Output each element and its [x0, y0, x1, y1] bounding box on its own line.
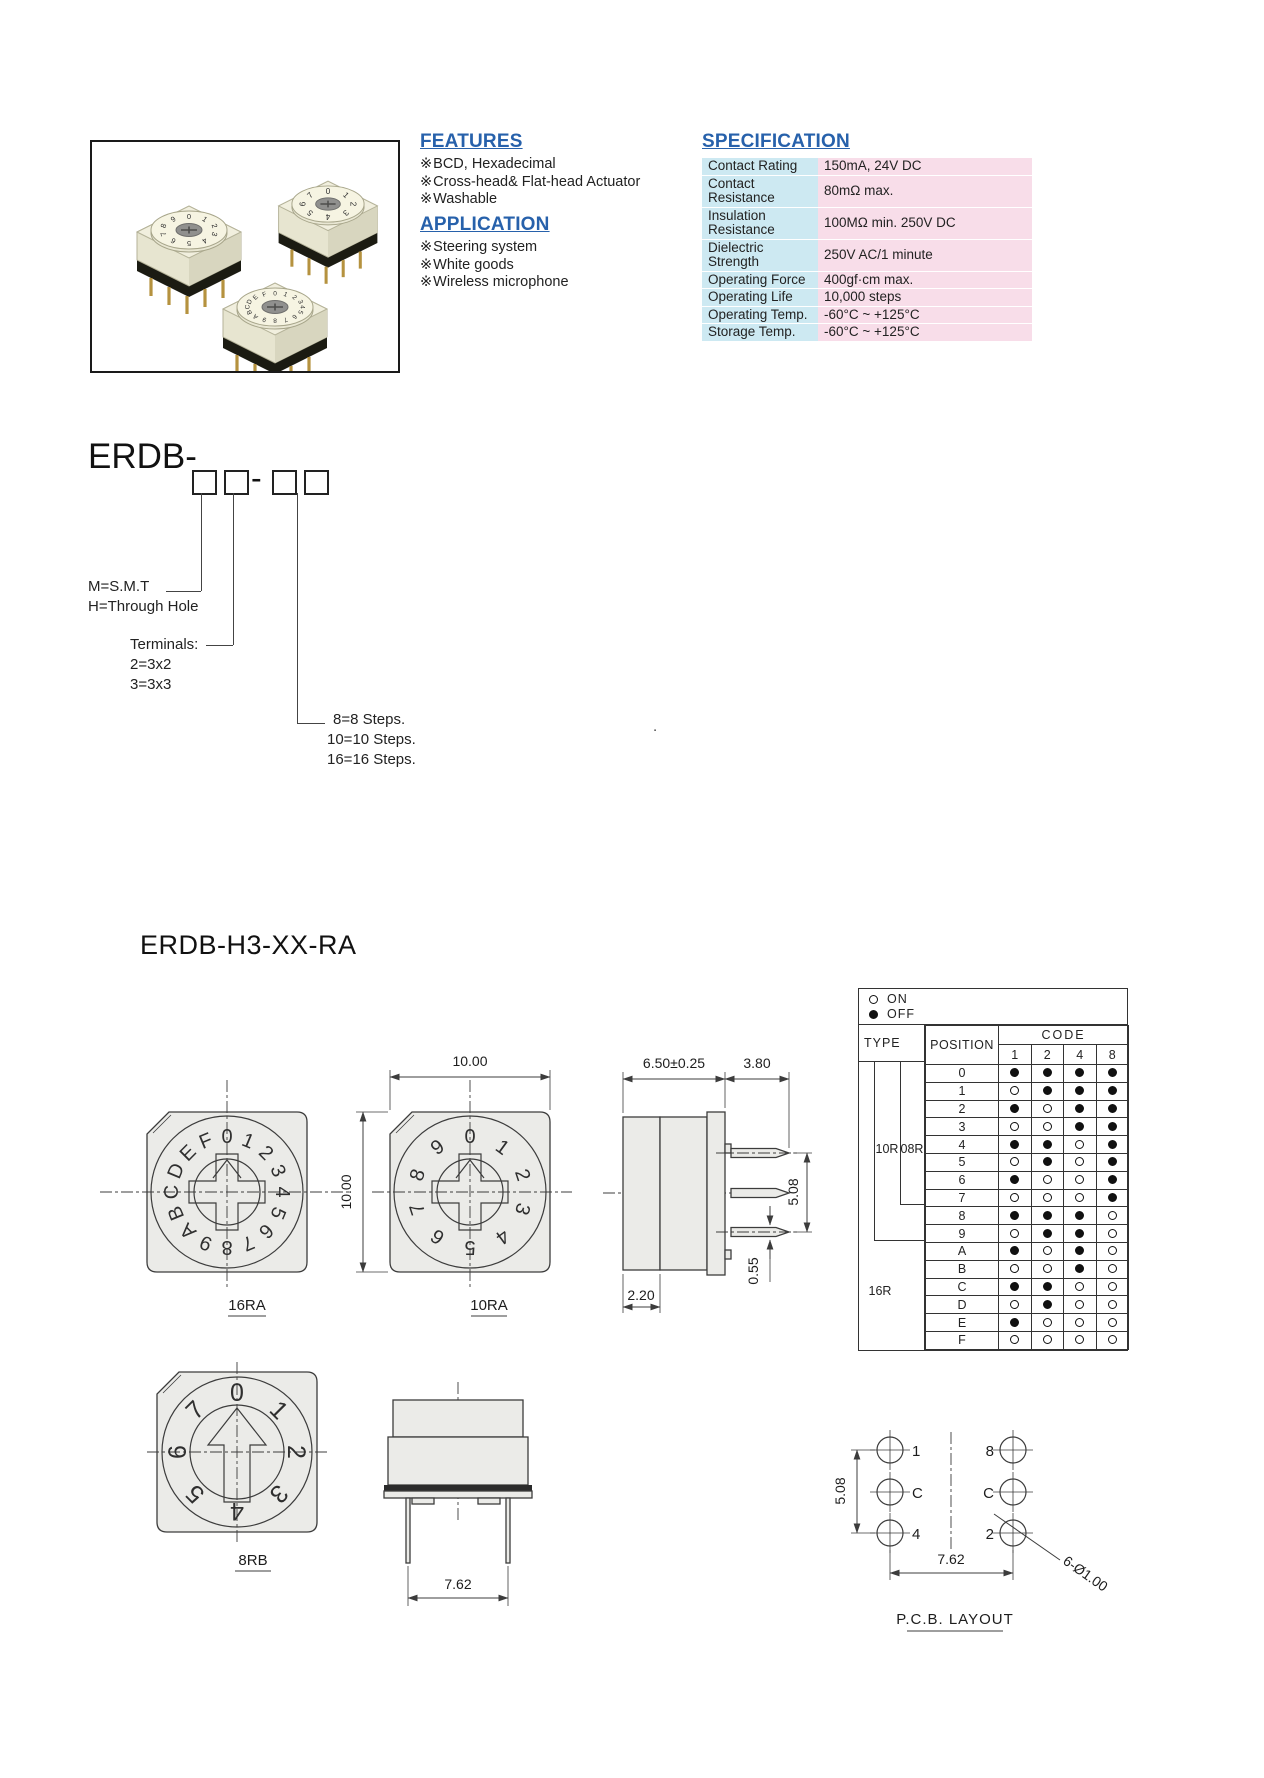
dim-hole-diameter: 6-Ø1.00: [1060, 1552, 1111, 1595]
dial-char: 1: [238, 1129, 258, 1154]
pad-label-4: 4: [912, 1526, 921, 1543]
dial-char: C: [244, 304, 252, 310]
photo-switch-8step: [279, 181, 378, 284]
dial-char: 1: [282, 290, 289, 299]
dial-char: 2: [209, 222, 220, 230]
position-cell: 6: [926, 1171, 999, 1189]
spec-row: Storage Temp. -60°C ~ +125°C: [702, 324, 1032, 341]
list-item: ※ Steering system: [420, 239, 538, 255]
position-cell: A: [926, 1242, 999, 1260]
dial-char: 1: [200, 214, 210, 225]
dial-char: 7: [158, 230, 169, 238]
photo-switch-10step: [137, 206, 241, 314]
position-cell: 5: [926, 1153, 999, 1171]
dial-char: 3: [265, 1161, 290, 1181]
dial-char: 1: [491, 1135, 514, 1160]
features-title: FEATURES: [420, 131, 523, 152]
mount-option-smt: M=S.M.T: [88, 578, 150, 595]
dial-char: 2: [282, 1445, 310, 1459]
drawing-pcb-layout: [832, 1430, 1111, 1631]
pcb-layout-title: P.C.B. LAYOUT: [896, 1611, 1014, 1628]
dial-char: 7: [305, 190, 315, 200]
list-item: ※ Wireless microphone: [420, 274, 569, 290]
part-number-box-4: [304, 470, 329, 495]
spec-row: Dielectric Strength 250V AC/1 minute: [702, 240, 1032, 271]
dial-char: 3: [341, 208, 351, 218]
position-cell: 2: [926, 1100, 999, 1118]
position-header: POSITION: [926, 1026, 999, 1065]
position-cell: D: [926, 1296, 999, 1314]
dim-pcb-vertical: 5.08: [832, 1477, 848, 1505]
position-cell: C: [926, 1278, 999, 1296]
features-list: [420, 156, 705, 209]
dial-char: 2: [509, 1166, 535, 1184]
dial-char: 1: [341, 190, 351, 200]
technical-drawings: [0, 930, 1264, 1720]
dial-char: 5: [265, 1203, 290, 1223]
dial-char: 3: [209, 230, 220, 238]
dial-char: 8: [158, 222, 169, 230]
dial-char: 4: [298, 305, 306, 309]
drawing-8rb: [147, 1362, 330, 1571]
dial-char: 3: [296, 298, 305, 305]
photo-switch-16step: [223, 283, 327, 371]
type-header: TYPE: [859, 1025, 924, 1062]
list-item: ※ BCD, Hexadecimal: [420, 156, 556, 172]
part-number-box-1: [192, 470, 217, 495]
dial-char: 7: [180, 1395, 211, 1426]
code-header: CODE: [999, 1026, 1129, 1045]
dial-char: 8: [405, 1166, 431, 1184]
dial-char: 8: [221, 1235, 233, 1258]
part-number-prefix: ERDB-: [88, 437, 197, 476]
position-cell: F: [926, 1331, 999, 1349]
dial-char: C: [161, 1184, 184, 1200]
part-number-separator: -: [251, 460, 262, 496]
specification-title: SPECIFICATION: [702, 131, 850, 152]
specification-section: [702, 131, 1032, 342]
dial-char: 4: [270, 1186, 293, 1198]
drawing-16ra: [100, 1080, 352, 1316]
list-item: ※ White goods: [420, 256, 514, 273]
pcb-holes: [870, 1430, 1033, 1553]
dim-pcb-horizontal: 7.62: [937, 1551, 965, 1567]
dial-char: F: [196, 1128, 216, 1154]
dim-pin-thickness: 0.55: [745, 1257, 761, 1285]
pin-left: [406, 1498, 410, 1563]
dial-char: 6: [164, 1445, 192, 1459]
spec-row: Operating Life 10,000 steps: [702, 289, 1032, 306]
dim-10ra-height: 10.00: [338, 1174, 354, 1210]
application-title: APPLICATION: [420, 214, 550, 235]
dial-char: 7: [405, 1200, 431, 1218]
legend-on-label: ON: [887, 992, 908, 1006]
stray-mark: .: [653, 718, 658, 735]
dial-char: E: [251, 293, 260, 302]
spec-row: Operating Force 400gf·cm max.: [702, 272, 1032, 289]
leader-line-terminals: [233, 493, 234, 645]
specification-table: [702, 157, 1032, 342]
drawing-side-front: [603, 1055, 812, 1313]
terminals-option-2: 2=3x2: [130, 656, 172, 673]
terminals-label: Terminals:: [130, 636, 199, 653]
pad-label-c-left: C: [912, 1485, 923, 1502]
features-section: [420, 131, 705, 209]
label-8rb: 8RB: [238, 1552, 268, 1569]
label-10ra: 10RA: [470, 1297, 508, 1314]
dial-char: 6: [168, 235, 178, 246]
dial-char: 2: [254, 1141, 278, 1165]
pad-label-2: 2: [985, 1526, 994, 1543]
dial-char: 4: [325, 211, 331, 221]
dial-char: D: [245, 298, 255, 306]
dial-char: 6: [254, 1219, 278, 1243]
dial-char: 4: [230, 1497, 244, 1525]
position-cell: 1: [926, 1082, 999, 1100]
dial-char: 5: [186, 238, 192, 248]
drawing-side-bottom: [384, 1382, 532, 1606]
dial-char: 2: [290, 293, 298, 302]
position-cell: E: [926, 1314, 999, 1332]
type-label-10r: 10R: [875, 1142, 899, 1156]
dial-char: 9: [426, 1135, 449, 1160]
position-cell: 3: [926, 1118, 999, 1136]
dial-char: 1: [263, 1395, 294, 1426]
position-cell: 8: [926, 1207, 999, 1225]
dial-char: 5: [180, 1478, 211, 1509]
type-label-08r: 08R: [900, 1142, 924, 1156]
bit-header-1: 1: [999, 1045, 1032, 1065]
product-photo: [90, 140, 400, 373]
leader-line-mount: [201, 493, 202, 591]
terminals-option-3: 3=3x3: [130, 676, 172, 693]
dial-char: 0: [186, 212, 192, 222]
position-cell: 4: [926, 1136, 999, 1154]
dial-char: 6: [290, 312, 298, 321]
application-list: [420, 239, 705, 292]
spec-row: Contact Rating 150mA, 24V DC: [702, 158, 1032, 175]
steps-option-16: 16=16 Steps.: [327, 751, 416, 768]
dial-char: 0: [230, 1379, 244, 1407]
dial-char: 0: [221, 1126, 233, 1149]
dial-char: 0: [273, 290, 277, 298]
dial-char: 3: [263, 1478, 294, 1509]
position-cell: 9: [926, 1225, 999, 1243]
steps-option-10: 10=10 Steps.: [327, 731, 416, 748]
type-label-16r: 16R: [868, 1284, 892, 1298]
list-item: ※ Cross-head& Flat-head Actuator: [420, 173, 641, 190]
dial-char: 5: [305, 208, 315, 218]
position-cell: B: [926, 1260, 999, 1278]
terminals-legend: [130, 635, 198, 695]
position-cell: 0: [926, 1065, 999, 1083]
dim-base-width: 2.20: [627, 1287, 655, 1303]
dial-char: A: [251, 312, 260, 321]
leader-line-steps: [297, 493, 298, 723]
dial-char: 8: [273, 316, 277, 324]
dim-10ra-width: 10.00: [452, 1053, 488, 1069]
pad-label-c-right: C: [983, 1485, 994, 1502]
dial-char: B: [163, 1202, 190, 1224]
steps-legend: [327, 710, 416, 770]
bit-header-4: 4: [1064, 1045, 1097, 1065]
pin-middle: [731, 1189, 789, 1198]
pad-label-1: 1: [912, 1443, 921, 1460]
dial-char: 4: [200, 235, 210, 246]
label-16ra: 16RA: [228, 1297, 266, 1314]
dial-char: A: [175, 1218, 201, 1244]
dim-body-width: 6.50±0.25: [642, 1055, 706, 1071]
dial-char: 7: [238, 1230, 258, 1255]
dial-char: 6: [298, 201, 308, 207]
leader-line-terminals-h: [206, 645, 233, 646]
dial-char: D: [163, 1160, 190, 1182]
mount-option-th: H=Through Hole: [88, 598, 199, 615]
part-number-box-3: [272, 470, 297, 495]
list-item: ※ Washable: [420, 191, 498, 207]
dial-char: E: [175, 1140, 201, 1166]
spec-row: Contact Resistance 80mΩ max.: [702, 176, 1032, 207]
dim-pin-pitch: 5.08: [785, 1178, 801, 1206]
pad-label-8: 8: [985, 1443, 994, 1460]
mount-legend: [88, 577, 198, 617]
dial-char: 9: [168, 214, 178, 225]
dial-char: 2: [348, 201, 358, 207]
bit-header-8: 8: [1096, 1045, 1129, 1065]
product-photo-image: [92, 142, 398, 371]
dial-char: 0: [464, 1126, 476, 1149]
application-section: [420, 214, 705, 292]
position-cell: 7: [926, 1189, 999, 1207]
spec-row: Insulation Resistance 100MΩ min. 250V DC: [702, 208, 1032, 239]
drawing-title: ERDB-H3-XX-RA: [140, 930, 357, 960]
dial-char: 0: [325, 187, 331, 197]
dial-char: F: [261, 290, 268, 299]
dial-char: B: [245, 308, 254, 316]
dial-char: 5: [296, 309, 305, 316]
spec-row: Operating Temp. -60°C ~ +125°C: [702, 307, 1032, 324]
dial-char: 9: [261, 315, 268, 324]
dial-char: 3: [509, 1200, 535, 1218]
dial-char: 4: [491, 1224, 514, 1249]
dial-char: 6: [426, 1224, 449, 1249]
drawing-10ra: [338, 1053, 572, 1316]
leader-line-steps-h: [297, 723, 325, 724]
dial-char: 7: [282, 315, 289, 324]
dial-char: 5: [464, 1235, 476, 1258]
bit-header-2: 2: [1031, 1045, 1064, 1065]
dim-pin-row-pitch: 7.62: [444, 1576, 472, 1592]
legend-off-label: OFF: [887, 1007, 915, 1021]
dial-char: 9: [196, 1230, 216, 1255]
pin-right: [506, 1498, 510, 1563]
steps-option-8: 8=8 Steps.: [333, 711, 406, 728]
dim-pin-length: 3.80: [743, 1055, 771, 1071]
part-number-box-2: [224, 470, 249, 495]
